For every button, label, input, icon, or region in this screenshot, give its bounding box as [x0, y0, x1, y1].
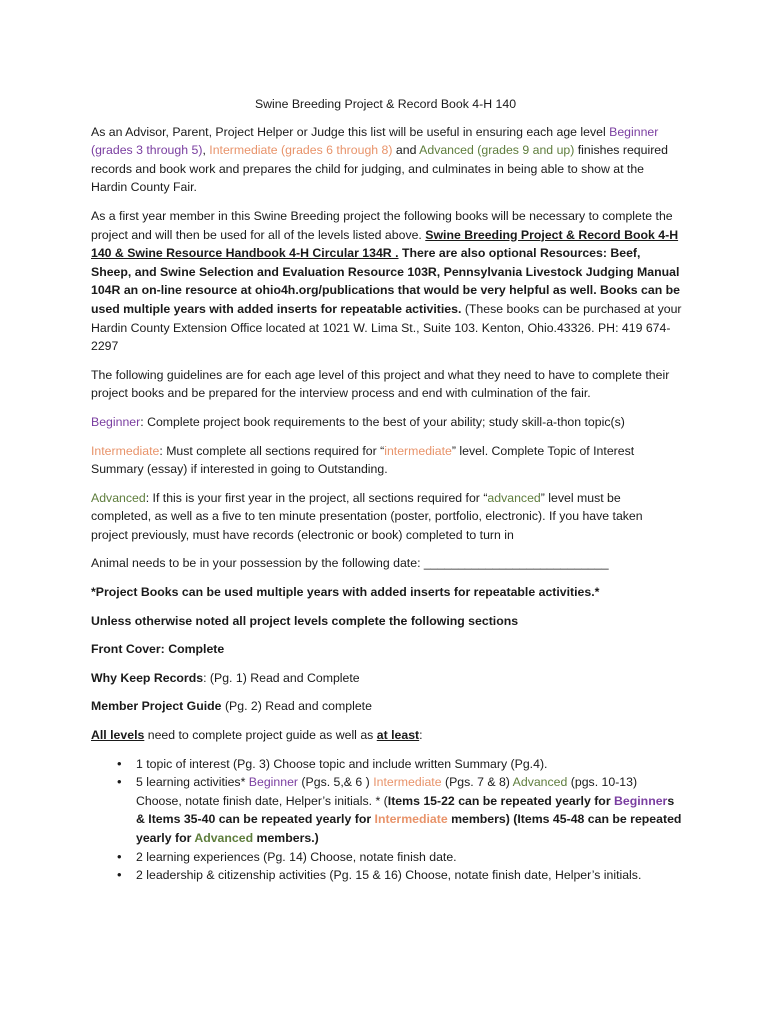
- task-list: [91, 755, 682, 885]
- optional-resources: There are also optional Resources: Beef, Sheep, and Swine Selection and Evaluation Resource 103R, Pennsylvania Livestock Judging Manual 104R an on-line resource at ohio4h.org/publications that would be very helpful as well. Books can be used multiple years with added inserts for repeatable activities.: [91, 246, 681, 316]
- guidelines-paragraph: The following guidelines are for each age level of this project and what they need to have to complete their project books and be prepared for the interview process and end with culmination of the fair.: [91, 367, 670, 401]
- front-cover-line: Front Cover: Complete: [91, 642, 225, 657]
- list-item: • 2 leadership & citizenship activities (Pg. 15 & 16) Choose, notate finish date, Helper’s initials.: [136, 866, 682, 885]
- all-levels-line: All levels need to complete project guide as well as at least:: [91, 728, 423, 743]
- document-title: Swine Breeding Project & Record Book 4-H 140: [254, 97, 517, 111]
- advanced-requirements: Advanced: If this is your first year in the project, all sections required for “advanced” level must be completed, as well as a five to ten minute presentation (poster, portfolio, electronic). If you have taken project previously, must have records (electronic or book) completed to turn in: [91, 490, 643, 542]
- sections-heading: Unless otherwise noted all project levels complete the following sections: [91, 613, 519, 628]
- beginner-level-label: Beginner (grades 3 through 5): [91, 124, 659, 158]
- beginner-label: Beginner: [91, 414, 141, 429]
- list-item: • 1 topic of interest (Pg. 3) Choose topic and include written Summary (Pg.4).: [136, 755, 682, 774]
- intermediate-requirements: Intermediate: Must complete all sections required for “intermediate” level. Complete Topic of Interest Summary (essay) if interested in going to Outstanding.: [91, 443, 635, 477]
- beginner-requirements: Beginner: Complete project book requirements to the best of your ability; study skill-a-thon topic(s): [91, 414, 625, 429]
- required-books: Swine Breeding Project & Record Book 4-H 140 & Swine Resource Handbook 4-H Circular 134R .: [91, 227, 679, 261]
- books-paragraph: As a first year member in this Swine Breeding project the following books will be necessary to complete the project and will then be used for all of the levels listed above. Swine Breeding Project & Record Book 4-H 140 & Swine Resource Handbook 4-H Circular 134R . There are also optional Resources: Beef, Sheep, and Swine Selection and Evaluation Resource 103R, Pennsylvania Livestock Judging Manual 104R an on-line resource at ohio4h.org/publications that would be very helpful as well. Books can be used multiple years with added inserts for repeatable activities. (These books can be purchased at your Hardin County Extension Office located at 1021 W. Lima St., Suite 103. Kenton, Ohio.43326. PH: 419 674-2297: [91, 208, 682, 354]
- purchase-info: (These books can be purchased at your Hardin County Extension Office located at 1021 W. Lima St., Suite 103. Kenton, Ohio.43326. PH: 419 674-2297: [91, 301, 682, 354]
- why-keep-records-line: Why Keep Records: (Pg. 1) Read and Complete: [91, 670, 360, 685]
- member-project-guide-line: Member Project Guide (Pg. 2) Read and complete: [91, 699, 372, 714]
- advanced-label: Advanced: [91, 490, 146, 505]
- repeatable-note: *Project Books can be used multiple years with added inserts for repeatable activities.*: [91, 585, 600, 600]
- intermediate-label: Intermediate: [91, 443, 160, 458]
- intro-paragraph: As an Advisor, Parent, Project Helper or Judge this list will be useful in ensuring each age level Beginner (grades 3 through 5), Intermediate (grades 6 through 8) and Advanced (grades 9 and up) finishes required records and book work and prepares the child for judging, and culminates in being able to show at the Hardin County Fair.: [91, 124, 668, 195]
- possession-date-line: Animal needs to be in your possession by the following date: ___________________________: [91, 556, 609, 571]
- intermediate-level-label: Intermediate (grades 6 through 8): [209, 143, 393, 158]
- list-item: • 5 learning activities* Beginner (Pgs. 5,& 6 ) Intermediate (Pgs. 7 & 8) Advanced (pgs. 10-13) Choose, notate finish date, Helper’s initials. * (Items 15-22 can be repeated yearly for Beginners & Items 35-40 can be repeated yearly for Intermediate members) (Items 45-48 can be repeated yearly for Advanced members.): [136, 773, 682, 847]
- list-item: • 2 learning experiences (Pg. 14) Choose, notate finish date.: [136, 848, 682, 867]
- advanced-level-label: Advanced (grades 9 and up): [419, 143, 575, 158]
